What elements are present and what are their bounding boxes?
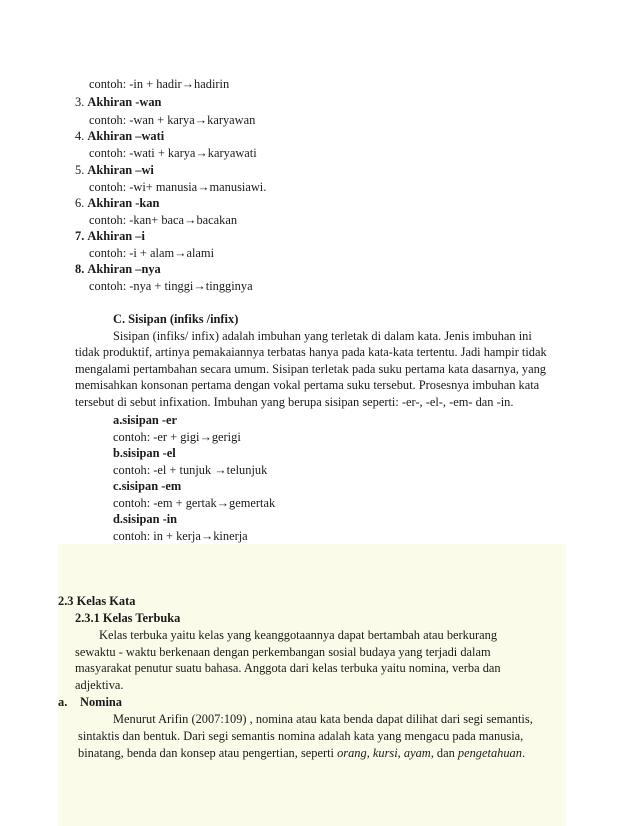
list-item: 7. Akhiran –i xyxy=(75,229,145,243)
example-line: contoh: -wati + karya→karyawati xyxy=(89,146,257,160)
list-item: 3. Akhiran -wan xyxy=(75,95,162,109)
example-line: contoh: -wi+ manusia→manusiawi. xyxy=(89,180,267,194)
example-line: contoh: -kan+ baca→bacakan xyxy=(89,213,238,227)
paragraph-line: tidak produktif, artinya pemakaiannya terbatas hanya pada kata-kata tertentu. Jadi hampir tidak xyxy=(75,345,547,359)
example-line: contoh: -wan + karya→karyawan xyxy=(89,113,256,127)
example-line: contoh: -em + gertak→gemertak xyxy=(113,496,276,510)
list-item-title: Nomina xyxy=(80,695,122,709)
list-item: d.sisipan -in xyxy=(113,512,178,526)
list-item: 4. Akhiran –wati xyxy=(75,129,165,143)
list-item: a.sisipan -er xyxy=(113,413,178,427)
paragraph-line: adjektiva. xyxy=(75,678,124,692)
example-line: contoh: -el + tunjuk →telunjuk xyxy=(113,463,268,477)
list-item: b.sisipan -el xyxy=(113,446,176,460)
paragraph-line: memisahkan konsonan pertama dengan vokal pertama suku tersebut. Prosesnya imbuhan kata xyxy=(75,378,540,392)
example-line: contoh: in + kerja→kinerja xyxy=(113,529,248,543)
list-item: 5. Akhiran –wi xyxy=(75,163,154,177)
paragraph-line: Sisipan (infiks/ infix) adalah imbuhan yang terletak di dalam kata. Jenis imbuhan ini xyxy=(113,329,532,343)
paragraph-line: Menurut Arifin (2007:109) , nomina atau kata benda dapat dilihat dari segi semantis, xyxy=(113,712,533,726)
list-item: c.sisipan -em xyxy=(113,479,182,493)
shaded-region xyxy=(58,544,566,826)
paragraph-line: sewaktu - waktu berkenaan dengan perkembangan sosial budaya yang terjadi dalam xyxy=(75,645,491,659)
example-line: contoh: -i + alam→alami xyxy=(89,246,215,260)
list-label: a. xyxy=(58,695,68,709)
example-line: contoh: -in + hadir→hadirin xyxy=(89,77,230,91)
section-heading: 2.3 Kelas Kata xyxy=(58,594,136,608)
list-item: 6. Akhiran -kan xyxy=(75,196,160,210)
paragraph-line: sintaktis dan bentuk. Dari segi semantis nomina adalah kata yang mengacu pada manusia, xyxy=(78,729,524,743)
list-item: 8. Akhiran –nya xyxy=(75,262,161,276)
section-heading: C. Sisipan (infiks /infix) xyxy=(113,312,239,326)
paragraph-line: Kelas terbuka yaitu kelas yang keanggotaannya dapat bertambah atau berkurang xyxy=(99,628,498,642)
example-line: contoh: -er + gigi→gerigi xyxy=(113,430,241,444)
example-line: contoh: -nya + tinggi→tingginya xyxy=(89,279,253,293)
paragraph-line: binatang, benda dan konsep atau pengertian, seperti orang, kursi, ayam, dan pengetahuan. xyxy=(78,746,526,760)
subsection-heading: 2.3.1 Kelas Terbuka xyxy=(75,611,181,625)
paragraph-line: masyarakat penutur suatu bahasa. Anggota dari kelas terbuka yaitu nomina, verba dan xyxy=(75,661,501,675)
paragraph-line: tersebut di sebut infixation. Imbuhan yang berupa sisipan seperti: -er-, -el-, -em- dan -in. xyxy=(75,395,514,409)
paragraph-line: mengalami pertambahan secara umum. Sisipan terletak pada suku pertama kata dasarnya, yang xyxy=(75,362,547,376)
